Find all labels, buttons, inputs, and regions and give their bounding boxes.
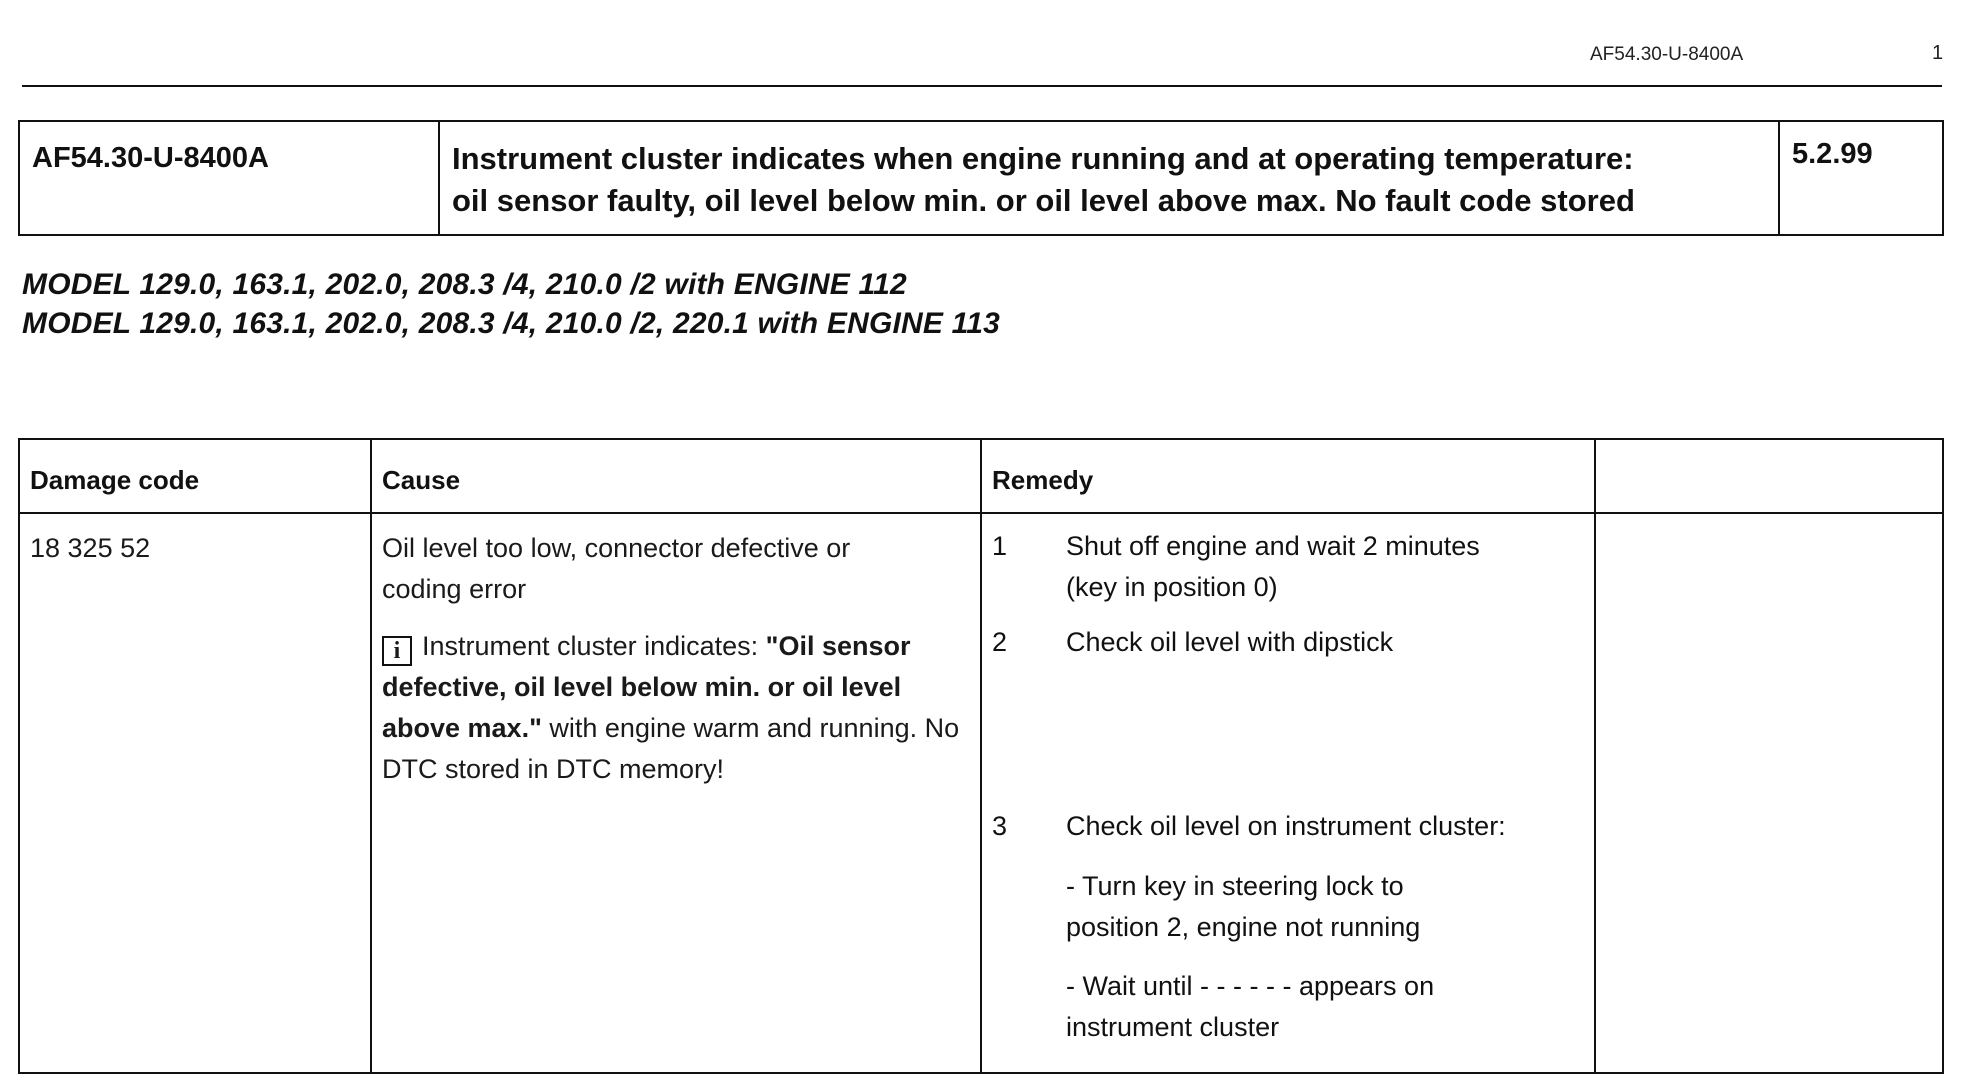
header-row-divider [20, 512, 1942, 514]
cause-note [382, 626, 972, 790]
column-header-damage-code: Damage code [30, 465, 200, 495]
damage-code-value: 18 325 52 [30, 533, 151, 563]
column-header-cause: Cause [382, 465, 461, 495]
cause-note-suffix: with engine warm and running. No DTC stored in DTC memory! [382, 713, 960, 784]
remedy-step-text [1066, 806, 1586, 847]
cause-note-message: "Oil sensor defective, oil level below min. or oil level above max." [382, 631, 911, 743]
header-doc-id: AF54.30-U-8400A [1590, 44, 1744, 65]
column-divider [980, 440, 982, 1072]
cause-text [382, 528, 972, 610]
remedy-substep [1066, 966, 1586, 1048]
remedy-substep-line: position 2, engine not running [1066, 912, 1421, 942]
model-line-1: MODEL 129.0, 163.1, 202.0, 208.3 /4, 210.0 /2 with ENGINE 112 [22, 268, 907, 301]
title-line-1: Instrument cluster indicates when engine running and at operating temperature: [452, 141, 1634, 176]
title-line-2: oil sensor faulty, oil level below min. or oil level above max. No fault code stored [452, 183, 1635, 218]
remedy-step-line: Shut off engine and wait 2 minutes [1066, 531, 1480, 561]
title-code: AF54.30-U-8400A [20, 122, 440, 234]
title-text [440, 122, 1780, 234]
remedy-step-text [1066, 526, 1586, 608]
title-block [18, 120, 1944, 236]
header-divider [22, 85, 1942, 87]
info-icon: i [382, 636, 412, 666]
cause-line-2: coding error [382, 574, 527, 604]
page-number: 1 [1932, 42, 1944, 64]
column-divider [1594, 440, 1596, 1072]
remedy-substep-line: - Wait until - - - - - - appears on [1066, 971, 1435, 1001]
column-header-remedy: Remedy [992, 465, 1094, 495]
remedy-substep-line: instrument cluster [1066, 1012, 1280, 1042]
cause-line-1: Oil level too low, connector defective or [382, 533, 851, 563]
remedy-step-number: 3 [992, 811, 1008, 841]
remedy-step-text [1066, 622, 1586, 663]
remedy-substep [1066, 866, 1586, 948]
remedy-substep-line: - Turn key in steering lock to [1066, 871, 1404, 901]
model-line-2: MODEL 129.0, 163.1, 202.0, 208.3 /4, 210.0 /2, 220.1 with ENGINE 113 [22, 307, 1001, 340]
remedy-step-line: Check oil level on instrument cluster: [1066, 811, 1506, 841]
remedy-step-line: (key in position 0) [1066, 572, 1278, 602]
diagnosis-table [18, 438, 1944, 1074]
remedy-step-number: 1 [992, 531, 1008, 561]
remedy-step-line: Check oil level with dipstick [1066, 627, 1394, 657]
column-divider [370, 440, 372, 1072]
remedy-step-number: 2 [992, 627, 1008, 657]
title-date: 5.2.99 [1792, 138, 1873, 170]
cause-note-prefix: Instrument cluster indicates: [422, 631, 766, 661]
